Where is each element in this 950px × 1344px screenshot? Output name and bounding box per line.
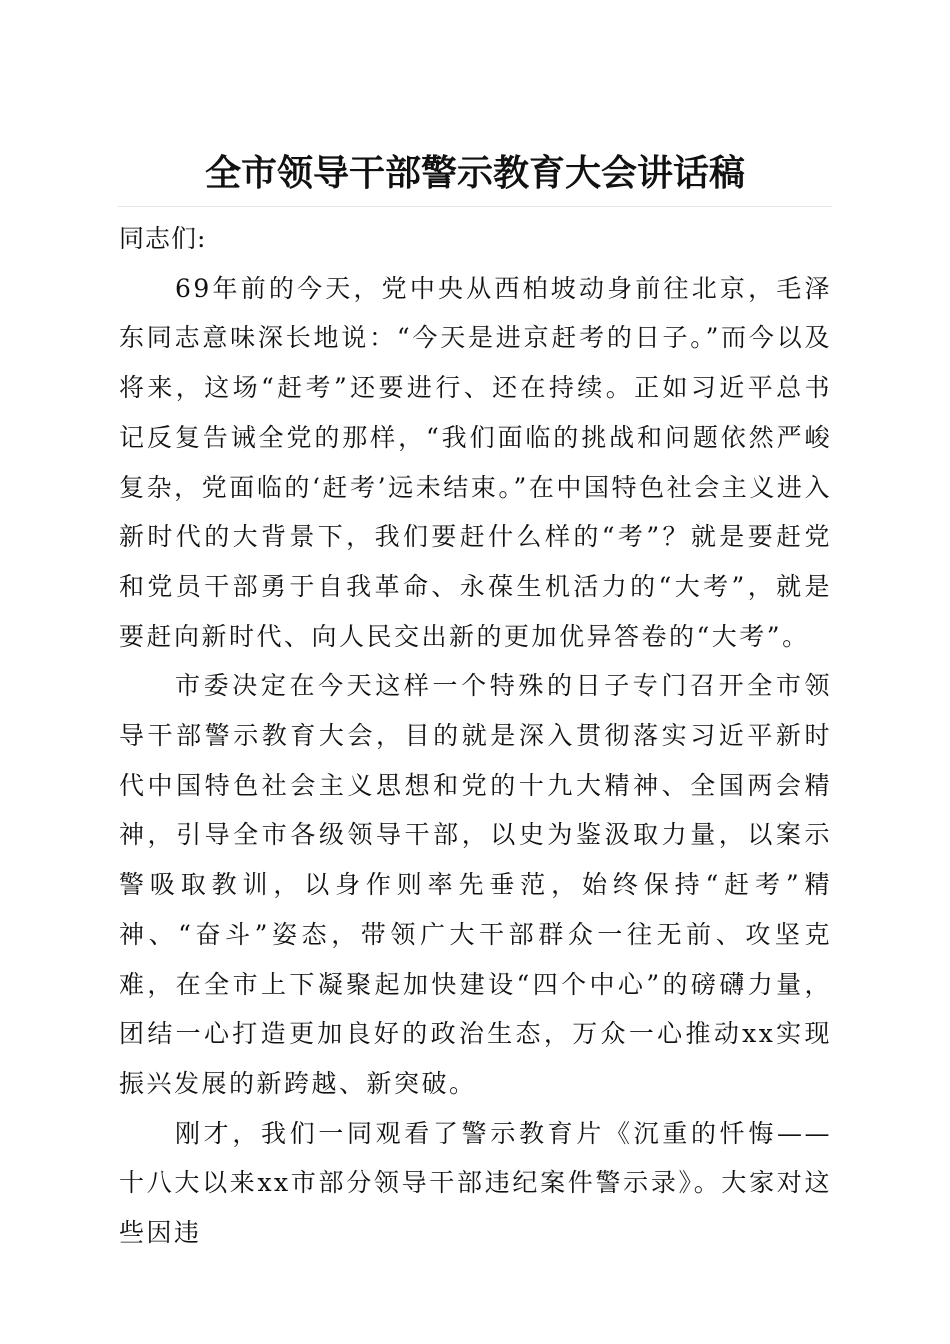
salutation: 同志们: (119, 224, 207, 253)
paragraph: 市委决定在今天这样一个特殊的日子专门召开全市领导干部警示教育大会，目的就是深入贯彻落实习近平新时代中国特色社会主义思想和党的十九大精神、全国两会精神，引导全市各级领导干部，以史为鉴汲取力量，以案示警吸取教训，以身作则率先垂范，始终保持“赶考”精神、“奋斗”姿态，带领广大干部群众一往无前、攻坚克难，在全市上下凝聚起加快建设“四个中心”的磅礴力量，团结一心打造更加良好的政治生态，万众一心推动xx实现振兴发展的新跨越、新突破。 (119, 671, 832, 1098)
document-body (119, 214, 832, 1258)
document-title: 全市领导干部警示教育大会讲话稿 (204, 153, 745, 194)
paragraph: 刚才，我们一同观看了警示教育片《沉重的忏悔——十八大以来xx市部分领导干部违纪案件警示录》。大家对这些因违 (119, 1118, 832, 1248)
paragraph: 69年前的今天，党中央从西柏坡动身前往北京，毛泽东同志意味深长地说：“今天是进京赶考的日子。”而今以及将来，这场“赶考”还要进行、还在持续。正如习近平总书记反复告诫全党的那样，“我们面临的挑战和问题依然严峻复杂，党面临的‘赶考’远未结束。”在中国特色社会主义进入新时代的大背景下，我们要赶什么样的“考”？就是要赶党和党员干部勇于自我革命、永葆生机活力的“大考”，就是要赶向新时代、向人民交出新的更加优异答卷的“大考”。 (119, 273, 832, 651)
title-divider (118, 206, 832, 207)
